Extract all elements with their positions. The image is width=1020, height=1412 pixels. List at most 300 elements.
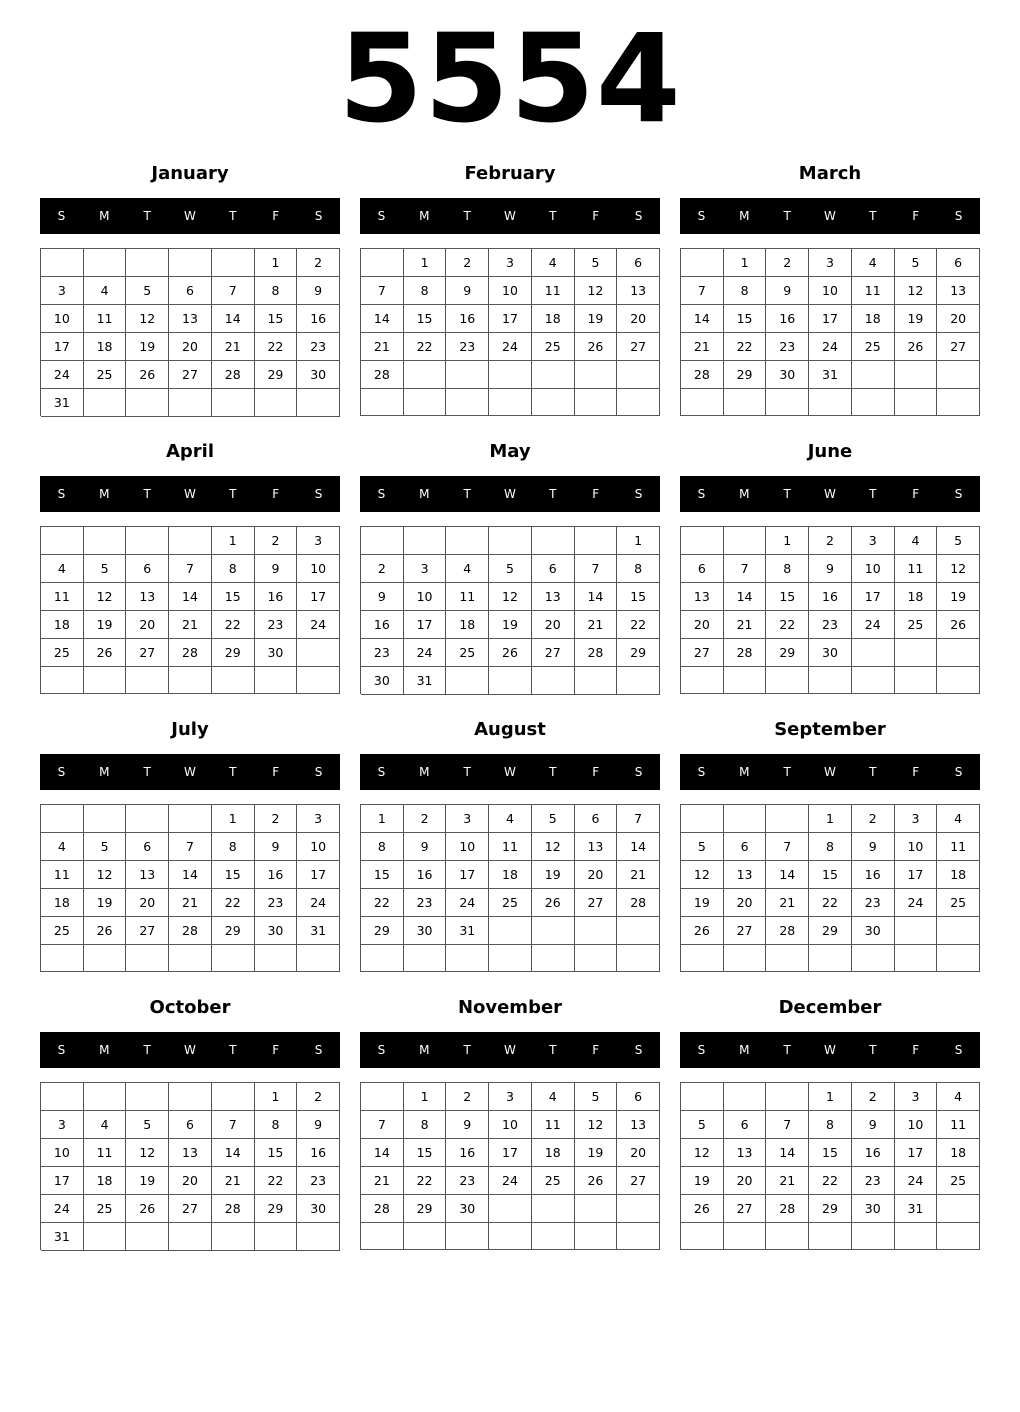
- weekday-label: F: [592, 209, 600, 223]
- day-cell: 28: [169, 917, 212, 945]
- day-cell: 23: [809, 611, 852, 639]
- empty-day-cell: [766, 1083, 809, 1111]
- empty-day-cell: [84, 805, 127, 833]
- weekday-label: W: [504, 487, 516, 501]
- day-cell: 18: [895, 583, 938, 611]
- day-cell: 23: [446, 333, 489, 361]
- day-cell: 20: [169, 333, 212, 361]
- day-cell: 9: [404, 833, 447, 861]
- day-cell: 18: [84, 1167, 127, 1195]
- day-cell: 11: [446, 583, 489, 611]
- empty-day-cell: [361, 1223, 404, 1250]
- empty-day-cell: [617, 389, 660, 416]
- weekday-label: W: [184, 487, 196, 501]
- weekday-label: S: [57, 209, 66, 223]
- weekday-header: [40, 198, 340, 234]
- day-cell: 25: [532, 1167, 575, 1195]
- day-cell: 7: [766, 833, 809, 861]
- weekday-label: M: [419, 209, 430, 223]
- empty-day-cell: [489, 1195, 532, 1223]
- empty-day-cell: [575, 945, 618, 972]
- empty-day-cell: [852, 667, 895, 694]
- day-cell: 1: [255, 1083, 298, 1111]
- day-cell: 13: [126, 583, 169, 611]
- day-grid: [40, 804, 340, 972]
- day-cell: 27: [169, 1195, 212, 1223]
- day-cell: 1: [724, 249, 767, 277]
- empty-day-cell: [724, 1223, 767, 1250]
- day-cell: 25: [489, 889, 532, 917]
- empty-day-cell: [297, 1223, 340, 1251]
- day-cell: 9: [297, 1111, 340, 1139]
- day-cell: 2: [297, 1083, 340, 1111]
- empty-day-cell: [41, 249, 84, 277]
- day-cell: 25: [532, 333, 575, 361]
- day-cell: 15: [212, 583, 255, 611]
- empty-day-cell: [724, 389, 767, 416]
- day-cell: 15: [212, 861, 255, 889]
- day-cell: 22: [724, 333, 767, 361]
- day-cell: 19: [532, 861, 575, 889]
- empty-day-cell: [809, 1223, 852, 1250]
- weekday-label: T: [869, 487, 877, 501]
- day-grid: [360, 248, 660, 416]
- day-cell: 22: [617, 611, 660, 639]
- day-cell: 10: [297, 833, 340, 861]
- empty-day-cell: [446, 361, 489, 389]
- day-cell: 3: [489, 249, 532, 277]
- weekday-label: T: [783, 487, 791, 501]
- weekday-label: M: [419, 1043, 430, 1057]
- empty-day-cell: [766, 389, 809, 416]
- empty-day-cell: [255, 667, 298, 694]
- day-cell: 10: [41, 1139, 84, 1167]
- day-cell: 22: [212, 611, 255, 639]
- month-name: March: [798, 163, 862, 184]
- day-cell: 23: [361, 639, 404, 667]
- day-cell: 14: [617, 833, 660, 861]
- day-cell: 8: [404, 1111, 447, 1139]
- day-cell: 6: [724, 1111, 767, 1139]
- day-cell: 14: [361, 305, 404, 333]
- empty-day-cell: [937, 917, 980, 945]
- day-cell: 17: [809, 305, 852, 333]
- day-cell: 17: [297, 861, 340, 889]
- empty-day-cell: [404, 389, 447, 416]
- day-cell: 1: [404, 1083, 447, 1111]
- day-cell: 17: [297, 583, 340, 611]
- weekday-label: S: [634, 765, 643, 779]
- day-cell: 9: [255, 555, 298, 583]
- empty-day-cell: [84, 1223, 127, 1251]
- day-cell: 12: [681, 861, 724, 889]
- empty-day-cell: [41, 805, 84, 833]
- day-cell: 9: [361, 583, 404, 611]
- day-cell: 28: [766, 1195, 809, 1223]
- empty-day-cell: [489, 945, 532, 972]
- empty-day-cell: [852, 945, 895, 972]
- empty-day-cell: [895, 945, 938, 972]
- day-cell: 26: [575, 1167, 618, 1195]
- day-cell: 14: [681, 305, 724, 333]
- day-cell: 11: [852, 277, 895, 305]
- day-cell: 21: [212, 1167, 255, 1195]
- empty-day-cell: [212, 1083, 255, 1111]
- day-cell: 5: [937, 527, 980, 555]
- weekday-header: [680, 1032, 980, 1068]
- weekday-label: M: [99, 765, 110, 779]
- day-cell: 26: [532, 889, 575, 917]
- day-grid: [680, 1082, 980, 1250]
- weekday-label: S: [377, 1043, 386, 1057]
- day-cell: 15: [404, 305, 447, 333]
- day-cell: 4: [41, 833, 84, 861]
- day-cell: 2: [809, 527, 852, 555]
- weekday-label: S: [314, 209, 323, 223]
- day-cell: 28: [724, 639, 767, 667]
- day-cell: 2: [404, 805, 447, 833]
- empty-day-cell: [361, 389, 404, 416]
- day-cell: 3: [895, 805, 938, 833]
- day-cell: 9: [809, 555, 852, 583]
- day-cell: 1: [212, 527, 255, 555]
- day-cell: 30: [766, 361, 809, 389]
- weekday-label: F: [272, 209, 280, 223]
- day-cell: 15: [809, 861, 852, 889]
- empty-day-cell: [852, 639, 895, 667]
- weekday-label: S: [697, 487, 706, 501]
- day-cell: 29: [766, 639, 809, 667]
- weekday-label: T: [869, 1043, 877, 1057]
- day-cell: 5: [895, 249, 938, 277]
- weekday-label: S: [377, 209, 386, 223]
- day-cell: 12: [532, 833, 575, 861]
- day-cell: 23: [404, 889, 447, 917]
- day-cell: 4: [852, 249, 895, 277]
- day-cell: 11: [532, 1111, 575, 1139]
- day-cell: 5: [532, 805, 575, 833]
- day-cell: 27: [724, 917, 767, 945]
- empty-day-cell: [84, 389, 127, 417]
- day-cell: 3: [41, 1111, 84, 1139]
- empty-day-cell: [532, 945, 575, 972]
- empty-day-cell: [937, 667, 980, 694]
- weekday-label: F: [272, 765, 280, 779]
- day-cell: 12: [575, 1111, 618, 1139]
- day-cell: 12: [895, 277, 938, 305]
- day-cell: 23: [297, 1167, 340, 1195]
- day-cell: 25: [446, 639, 489, 667]
- weekday-label: M: [99, 1043, 110, 1057]
- day-cell: 20: [724, 889, 767, 917]
- day-cell: 3: [446, 805, 489, 833]
- weekday-label: W: [504, 1043, 516, 1057]
- day-cell: 21: [724, 611, 767, 639]
- day-cell: 10: [809, 277, 852, 305]
- day-cell: 25: [895, 611, 938, 639]
- day-cell: 24: [404, 639, 447, 667]
- day-cell: 13: [681, 583, 724, 611]
- day-cell: 28: [681, 361, 724, 389]
- day-cell: 16: [809, 583, 852, 611]
- weekday-label: T: [229, 487, 237, 501]
- day-cell: 17: [446, 861, 489, 889]
- empty-day-cell: [681, 249, 724, 277]
- day-cell: 6: [126, 833, 169, 861]
- empty-day-cell: [169, 249, 212, 277]
- day-cell: 19: [681, 1167, 724, 1195]
- empty-day-cell: [532, 389, 575, 416]
- day-cell: 10: [41, 305, 84, 333]
- empty-day-cell: [895, 389, 938, 416]
- day-cell: 7: [361, 1111, 404, 1139]
- weekday-label: W: [184, 209, 196, 223]
- day-cell: 3: [297, 527, 340, 555]
- day-cell: 7: [361, 277, 404, 305]
- empty-day-cell: [84, 1083, 127, 1111]
- day-cell: 9: [852, 1111, 895, 1139]
- day-cell: 1: [212, 805, 255, 833]
- empty-day-cell: [895, 1223, 938, 1250]
- day-cell: 19: [681, 889, 724, 917]
- empty-day-cell: [681, 805, 724, 833]
- day-cell: 2: [766, 249, 809, 277]
- empty-day-cell: [937, 1195, 980, 1223]
- weekday-label: T: [143, 209, 151, 223]
- day-cell: 11: [895, 555, 938, 583]
- weekday-label: S: [377, 765, 386, 779]
- day-cell: 20: [937, 305, 980, 333]
- day-cell: 14: [212, 1139, 255, 1167]
- day-cell: 30: [809, 639, 852, 667]
- day-cell: 20: [724, 1167, 767, 1195]
- weekday-label: S: [634, 487, 643, 501]
- day-cell: 18: [532, 305, 575, 333]
- day-cell: 2: [255, 805, 298, 833]
- day-cell: 19: [895, 305, 938, 333]
- day-cell: 29: [809, 917, 852, 945]
- day-cell: 24: [41, 361, 84, 389]
- day-grid: [40, 1082, 340, 1250]
- day-cell: 12: [84, 861, 127, 889]
- weekday-header: [680, 476, 980, 512]
- empty-day-cell: [937, 1223, 980, 1250]
- empty-day-cell: [212, 249, 255, 277]
- day-cell: 24: [489, 1167, 532, 1195]
- day-cell: 5: [489, 555, 532, 583]
- day-cell: 17: [489, 1139, 532, 1167]
- empty-day-cell: [532, 917, 575, 945]
- day-cell: 3: [852, 527, 895, 555]
- day-cell: 27: [724, 1195, 767, 1223]
- weekday-label: M: [739, 765, 750, 779]
- day-cell: 7: [575, 555, 618, 583]
- empty-day-cell: [681, 1083, 724, 1111]
- day-cell: 15: [724, 305, 767, 333]
- weekday-label: M: [419, 765, 430, 779]
- day-cell: 12: [937, 555, 980, 583]
- empty-day-cell: [361, 1083, 404, 1111]
- day-cell: 5: [575, 1083, 618, 1111]
- day-cell: 19: [84, 889, 127, 917]
- weekday-label: W: [824, 209, 836, 223]
- day-cell: 6: [575, 805, 618, 833]
- weekday-label: W: [824, 1043, 836, 1057]
- day-cell: 21: [169, 889, 212, 917]
- day-cell: 26: [126, 1195, 169, 1223]
- empty-day-cell: [681, 667, 724, 694]
- month-name: June: [807, 441, 853, 462]
- day-cell: 23: [255, 889, 298, 917]
- empty-day-cell: [126, 945, 169, 972]
- weekday-label: S: [634, 209, 643, 223]
- day-cell: 29: [809, 1195, 852, 1223]
- day-cell: 4: [532, 249, 575, 277]
- empty-day-cell: [41, 667, 84, 694]
- day-cell: 8: [404, 277, 447, 305]
- day-cell: 8: [809, 833, 852, 861]
- weekday-label: T: [229, 1043, 237, 1057]
- weekday-label: W: [824, 487, 836, 501]
- day-cell: 22: [809, 1167, 852, 1195]
- weekday-label: T: [143, 1043, 151, 1057]
- day-cell: 28: [617, 889, 660, 917]
- weekday-label: F: [272, 487, 280, 501]
- empty-day-cell: [617, 945, 660, 972]
- day-cell: 9: [766, 277, 809, 305]
- weekday-header: [680, 198, 980, 234]
- empty-day-cell: [126, 667, 169, 694]
- empty-day-cell: [617, 361, 660, 389]
- empty-day-cell: [446, 527, 489, 555]
- day-cell: 1: [809, 1083, 852, 1111]
- day-cell: 27: [681, 639, 724, 667]
- day-cell: 1: [766, 527, 809, 555]
- empty-day-cell: [126, 1223, 169, 1251]
- weekday-label: T: [549, 1043, 557, 1057]
- month-name: January: [151, 163, 229, 184]
- day-cell: 7: [169, 833, 212, 861]
- weekday-label: W: [184, 1043, 196, 1057]
- weekday-label: S: [697, 765, 706, 779]
- day-cell: 30: [852, 917, 895, 945]
- day-cell: 4: [84, 1111, 127, 1139]
- day-cell: 14: [724, 583, 767, 611]
- day-cell: 3: [489, 1083, 532, 1111]
- day-cell: 22: [361, 889, 404, 917]
- day-cell: 14: [575, 583, 618, 611]
- day-cell: 8: [617, 555, 660, 583]
- empty-day-cell: [681, 1223, 724, 1250]
- weekday-header: [40, 476, 340, 512]
- day-cell: 21: [169, 611, 212, 639]
- empty-day-cell: [809, 667, 852, 694]
- day-cell: 2: [446, 249, 489, 277]
- day-cell: 31: [41, 389, 84, 417]
- day-cell: 15: [255, 1139, 298, 1167]
- day-cell: 17: [852, 583, 895, 611]
- month-name: October: [149, 997, 231, 1018]
- empty-day-cell: [937, 389, 980, 416]
- month-name: December: [778, 997, 882, 1018]
- empty-day-cell: [937, 945, 980, 972]
- day-cell: 18: [41, 889, 84, 917]
- month-name: November: [457, 997, 563, 1018]
- empty-day-cell: [724, 1083, 767, 1111]
- day-cell: 6: [937, 249, 980, 277]
- day-cell: 7: [169, 555, 212, 583]
- day-cell: 31: [809, 361, 852, 389]
- day-cell: 26: [126, 361, 169, 389]
- empty-day-cell: [404, 945, 447, 972]
- day-cell: 8: [361, 833, 404, 861]
- month-name: February: [464, 163, 556, 184]
- day-cell: 12: [489, 583, 532, 611]
- day-cell: 20: [169, 1167, 212, 1195]
- day-cell: 27: [169, 361, 212, 389]
- day-cell: 28: [766, 917, 809, 945]
- day-cell: 13: [126, 861, 169, 889]
- empty-day-cell: [532, 527, 575, 555]
- day-cell: 28: [361, 361, 404, 389]
- day-cell: 10: [297, 555, 340, 583]
- day-cell: 11: [937, 1111, 980, 1139]
- day-cell: 7: [212, 1111, 255, 1139]
- weekday-label: F: [912, 765, 920, 779]
- day-cell: 14: [766, 861, 809, 889]
- empty-day-cell: [575, 1223, 618, 1250]
- day-cell: 29: [255, 1195, 298, 1223]
- day-cell: 15: [404, 1139, 447, 1167]
- day-cell: 3: [297, 805, 340, 833]
- day-cell: 26: [681, 917, 724, 945]
- day-cell: 30: [255, 639, 298, 667]
- empty-day-cell: [489, 917, 532, 945]
- empty-day-cell: [895, 667, 938, 694]
- day-cell: 14: [169, 583, 212, 611]
- day-cell: 12: [84, 583, 127, 611]
- day-cell: 29: [724, 361, 767, 389]
- day-cell: 6: [169, 277, 212, 305]
- weekday-label: S: [314, 487, 323, 501]
- day-cell: 22: [255, 333, 298, 361]
- day-cell: 21: [212, 333, 255, 361]
- weekday-header: [40, 1032, 340, 1068]
- day-cell: 28: [575, 639, 618, 667]
- empty-day-cell: [766, 667, 809, 694]
- day-cell: 26: [84, 639, 127, 667]
- day-cell: 5: [126, 1111, 169, 1139]
- weekday-label: W: [824, 765, 836, 779]
- weekday-label: F: [592, 1043, 600, 1057]
- day-cell: 25: [84, 1195, 127, 1223]
- empty-day-cell: [212, 1223, 255, 1251]
- day-cell: 17: [895, 1139, 938, 1167]
- day-cell: 13: [617, 277, 660, 305]
- day-cell: 17: [404, 611, 447, 639]
- empty-day-cell: [895, 361, 938, 389]
- day-cell: 6: [532, 555, 575, 583]
- weekday-header: [360, 1032, 660, 1068]
- weekday-label: F: [912, 209, 920, 223]
- weekday-label: T: [463, 765, 471, 779]
- day-cell: 31: [297, 917, 340, 945]
- empty-day-cell: [766, 945, 809, 972]
- day-cell: 1: [361, 805, 404, 833]
- empty-day-cell: [489, 361, 532, 389]
- day-cell: 13: [532, 583, 575, 611]
- day-cell: 8: [255, 1111, 298, 1139]
